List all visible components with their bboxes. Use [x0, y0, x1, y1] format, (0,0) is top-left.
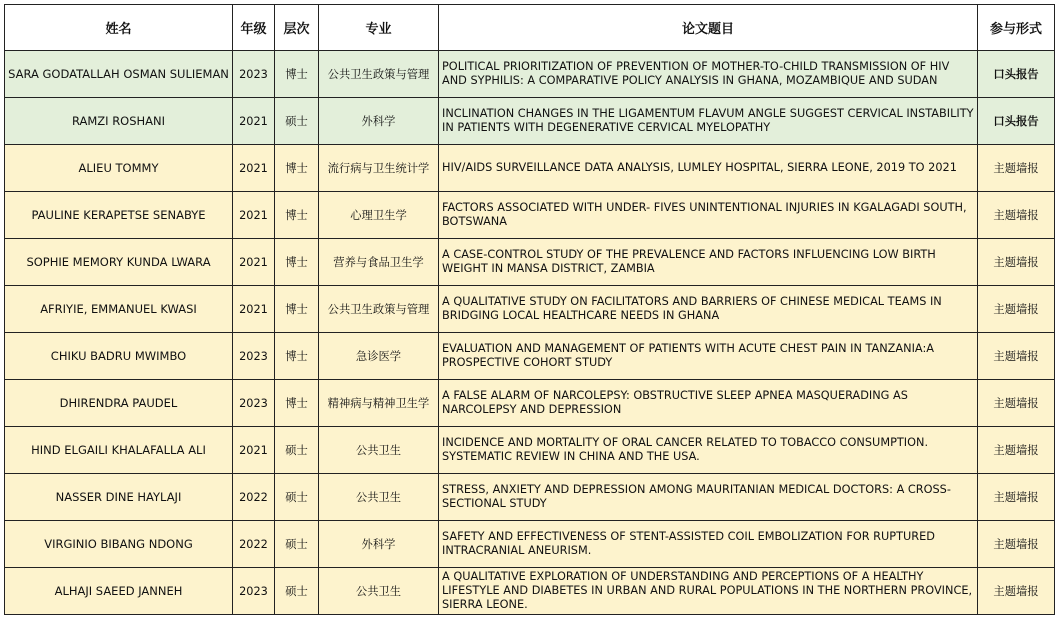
cell-year: 2021	[233, 145, 275, 192]
cell-major: 心理卫生学	[319, 192, 439, 239]
table-row	[5, 192, 1055, 239]
cell-name: AFRIYIE, EMMANUEL KWASI	[5, 286, 233, 333]
cell-form: 主题墙报	[978, 333, 1055, 380]
cell-level: 博士	[275, 145, 319, 192]
cell-year: 2021	[233, 98, 275, 145]
cell-name: ALHAJI SAEED JANNEH	[5, 568, 233, 615]
header-level: 层次	[275, 5, 319, 51]
cell-title: INCLINATION CHANGES IN THE LIGAMENTUM FLAVUM ANGLE SUGGEST CERVICAL INSTABILITY IN PATIENTS WITH DEGENERATIVE CERVICAL MYELOPATHY	[439, 98, 978, 145]
cell-major: 精神病与精神卫生学	[319, 380, 439, 427]
table-row	[5, 51, 1055, 98]
cell-year: 2023	[233, 333, 275, 380]
cell-name: SARA GODATALLAH OSMAN SULIEMAN	[5, 51, 233, 98]
cell-major: 公共卫生	[319, 568, 439, 615]
cell-major: 营养与食品卫生学	[319, 239, 439, 286]
cell-year: 2021	[233, 239, 275, 286]
table-row	[5, 427, 1055, 474]
cell-major: 急诊医学	[319, 333, 439, 380]
cell-form: 主题墙报	[978, 568, 1055, 615]
cell-year: 2023	[233, 51, 275, 98]
cell-form: 口头报告	[978, 98, 1055, 145]
cell-major: 外科学	[319, 98, 439, 145]
table-row	[5, 521, 1055, 568]
cell-name: VIRGINIO BIBANG NDONG	[5, 521, 233, 568]
cell-form: 主题墙报	[978, 145, 1055, 192]
header-major: 专业	[319, 5, 439, 51]
cell-level: 博士	[275, 286, 319, 333]
cell-level: 硕士	[275, 474, 319, 521]
cell-year: 2023	[233, 568, 275, 615]
table-row	[5, 286, 1055, 333]
table-row	[5, 333, 1055, 380]
cell-year: 2022	[233, 474, 275, 521]
cell-major: 公共卫生政策与管理	[319, 286, 439, 333]
cell-form: 主题墙报	[978, 521, 1055, 568]
table-body	[5, 51, 1055, 615]
cell-name: PAULINE KERAPETSE SENABYE	[5, 192, 233, 239]
header-form: 参与形式	[978, 5, 1055, 51]
cell-title: SAFETY AND EFFECTIVENESS OF STENT-ASSISTED COIL EMBOLIZATION FOR RUPTURED INTRACRANIAL ANEURISM.	[439, 521, 978, 568]
cell-title: STRESS, ANXIETY AND DEPRESSION AMONG MAURITANIAN MEDICAL DOCTORS: A CROSS-SECTIONAL STUDY	[439, 474, 978, 521]
cell-level: 硕士	[275, 98, 319, 145]
cell-level: 博士	[275, 192, 319, 239]
cell-name: HIND ELGAILI KHALAFALLA ALI	[5, 427, 233, 474]
cell-title: A QUALITATIVE EXPLORATION OF UNDERSTANDING AND PERCEPTIONS OF A HEALTHY LIFESTYLE AND DIABETES IN URBAN AND RURAL POPULATIONS IN THE NORTHERN PROVINCE, SIERRA LEONE.	[439, 568, 978, 615]
cell-form: 主题墙报	[978, 380, 1055, 427]
cell-year: 2022	[233, 521, 275, 568]
cell-name: RAMZI ROSHANI	[5, 98, 233, 145]
cell-level: 博士	[275, 51, 319, 98]
cell-major: 外科学	[319, 521, 439, 568]
cell-year: 2023	[233, 380, 275, 427]
cell-form: 主题墙报	[978, 286, 1055, 333]
cell-level: 博士	[275, 239, 319, 286]
cell-major: 流行病与卫生统计学	[319, 145, 439, 192]
cell-form: 主题墙报	[978, 474, 1055, 521]
table-row	[5, 98, 1055, 145]
cell-major: 公共卫生政策与管理	[319, 51, 439, 98]
cell-name: NASSER DINE HAYLAJI	[5, 474, 233, 521]
table-row	[5, 380, 1055, 427]
cell-name: DHIRENDRA PAUDEL	[5, 380, 233, 427]
cell-name: CHIKU BADRU MWIMBO	[5, 333, 233, 380]
cell-form: 主题墙报	[978, 427, 1055, 474]
cell-title: FACTORS ASSOCIATED WITH UNDER- FIVES UNINTENTIONAL INJURIES IN KGALAGADI SOUTH, BOTSWANA	[439, 192, 978, 239]
header-title: 论文题目	[439, 5, 978, 51]
table-row	[5, 239, 1055, 286]
cell-name: ALIEU TOMMY	[5, 145, 233, 192]
cell-year: 2021	[233, 192, 275, 239]
cell-title: A CASE-CONTROL STUDY OF THE PREVALENCE AND FACTORS INFLUENCING LOW BIRTH WEIGHT IN MANSA DISTRICT, ZAMBIA	[439, 239, 978, 286]
cell-major: 公共卫生	[319, 427, 439, 474]
cell-level: 硕士	[275, 427, 319, 474]
header-name: 姓名	[5, 5, 233, 51]
table-row	[5, 568, 1055, 615]
cell-title: A QUALITATIVE STUDY ON FACILITATORS AND BARRIERS OF CHINESE MEDICAL TEAMS IN BRIDGING LOCAL HEALTHCARE NEEDS IN GHANA	[439, 286, 978, 333]
cell-level: 博士	[275, 333, 319, 380]
header-row	[5, 5, 1055, 51]
cell-title: POLITICAL PRIORITIZATION OF PREVENTION OF MOTHER-TO-CHILD TRANSMISSION OF HIV AND SYPHILIS: A COMPARATIVE POLICY ANALYSIS IN GHANA, MOZAMBIQUE AND SUDAN	[439, 51, 978, 98]
table-row	[5, 145, 1055, 192]
cell-title: HIV/AIDS SURVEILLANCE DATA ANALYSIS, LUMLEY HOSPITAL, SIERRA LEONE, 2019 TO 2021	[439, 145, 978, 192]
cell-title: A FALSE ALARM OF NARCOLEPSY: OBSTRUCTIVE SLEEP APNEA MASQUERADING AS NARCOLEPSY AND DEPRESSION	[439, 380, 978, 427]
cell-form: 口头报告	[978, 51, 1055, 98]
cell-major: 公共卫生	[319, 474, 439, 521]
cell-year: 2021	[233, 286, 275, 333]
cell-title: EVALUATION AND MANAGEMENT OF PATIENTS WITH ACUTE CHEST PAIN IN TANZANIA:A PROSPECTIVE COHORT STUDY	[439, 333, 978, 380]
cell-title: INCIDENCE AND MORTALITY OF ORAL CANCER RELATED TO TOBACCO CONSUMPTION. SYSTEMATIC REVIEW IN CHINA AND THE USA.	[439, 427, 978, 474]
cell-level: 博士	[275, 380, 319, 427]
cell-form: 主题墙报	[978, 239, 1055, 286]
cell-name: SOPHIE MEMORY KUNDA LWARA	[5, 239, 233, 286]
cell-level: 硕士	[275, 568, 319, 615]
cell-form: 主题墙报	[978, 192, 1055, 239]
header-year: 年级	[233, 5, 275, 51]
cell-level: 硕士	[275, 521, 319, 568]
cell-year: 2021	[233, 427, 275, 474]
table-row	[5, 474, 1055, 521]
paper-table	[4, 4, 1055, 615]
